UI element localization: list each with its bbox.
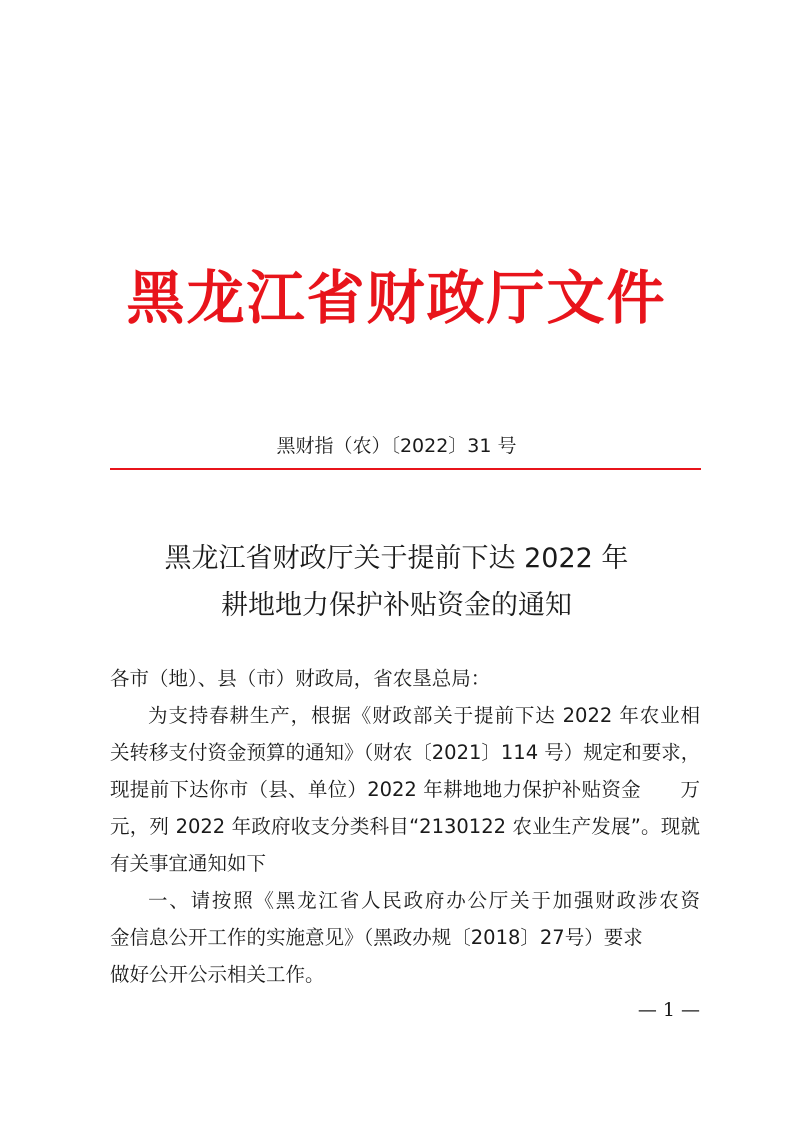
notice-title-line-2: 耕地地力保护补贴资金的通知 — [221, 590, 572, 621]
paragraph-2-line-3: 做好公开公示相关工作。 — [110, 963, 325, 986]
paragraph-1-line-2: 关转移支付资金预算的通知》（财农〔2021〕114 号）规定和要求， — [110, 741, 701, 764]
document-number: 黑财指（农）〔2022〕31 号 — [276, 435, 517, 457]
paragraph-2-line-2: 金信息公开工作的实施意见》（黑政办规〔2018〕27号）要求 — [110, 926, 643, 949]
paragraph-1-line-1: 为支持春耕生产，根据《财政部关于提前下达 2022 年农业相 — [148, 704, 700, 727]
paragraph-1-line-5: 有关事宜通知如下 — [110, 852, 267, 875]
salutation: 各市（地）、县（市）财政局，省农垦总局： — [110, 667, 491, 690]
paragraph-1-line-3: 现提前下达你市（县、单位）2022 年耕地地力保护补贴资金 万 — [110, 778, 700, 801]
notice-title-line-1: 黑龙江省财政厅关于提前下达 2022 年 — [164, 543, 629, 574]
paragraph-2-line-1: 一、请按照《黑龙江省人民政府办公厅关于加强财政涉农资 — [148, 889, 700, 912]
page-number: — 1 — — [637, 999, 700, 1021]
red-separator-line — [110, 468, 701, 470]
paragraph-1-line-4: 元，列 2022 年政府收支分类科目“2130122 农业生产发展”。现就 — [110, 815, 700, 838]
masthead-title: 黑龙江省财政厅文件 — [126, 264, 667, 332]
